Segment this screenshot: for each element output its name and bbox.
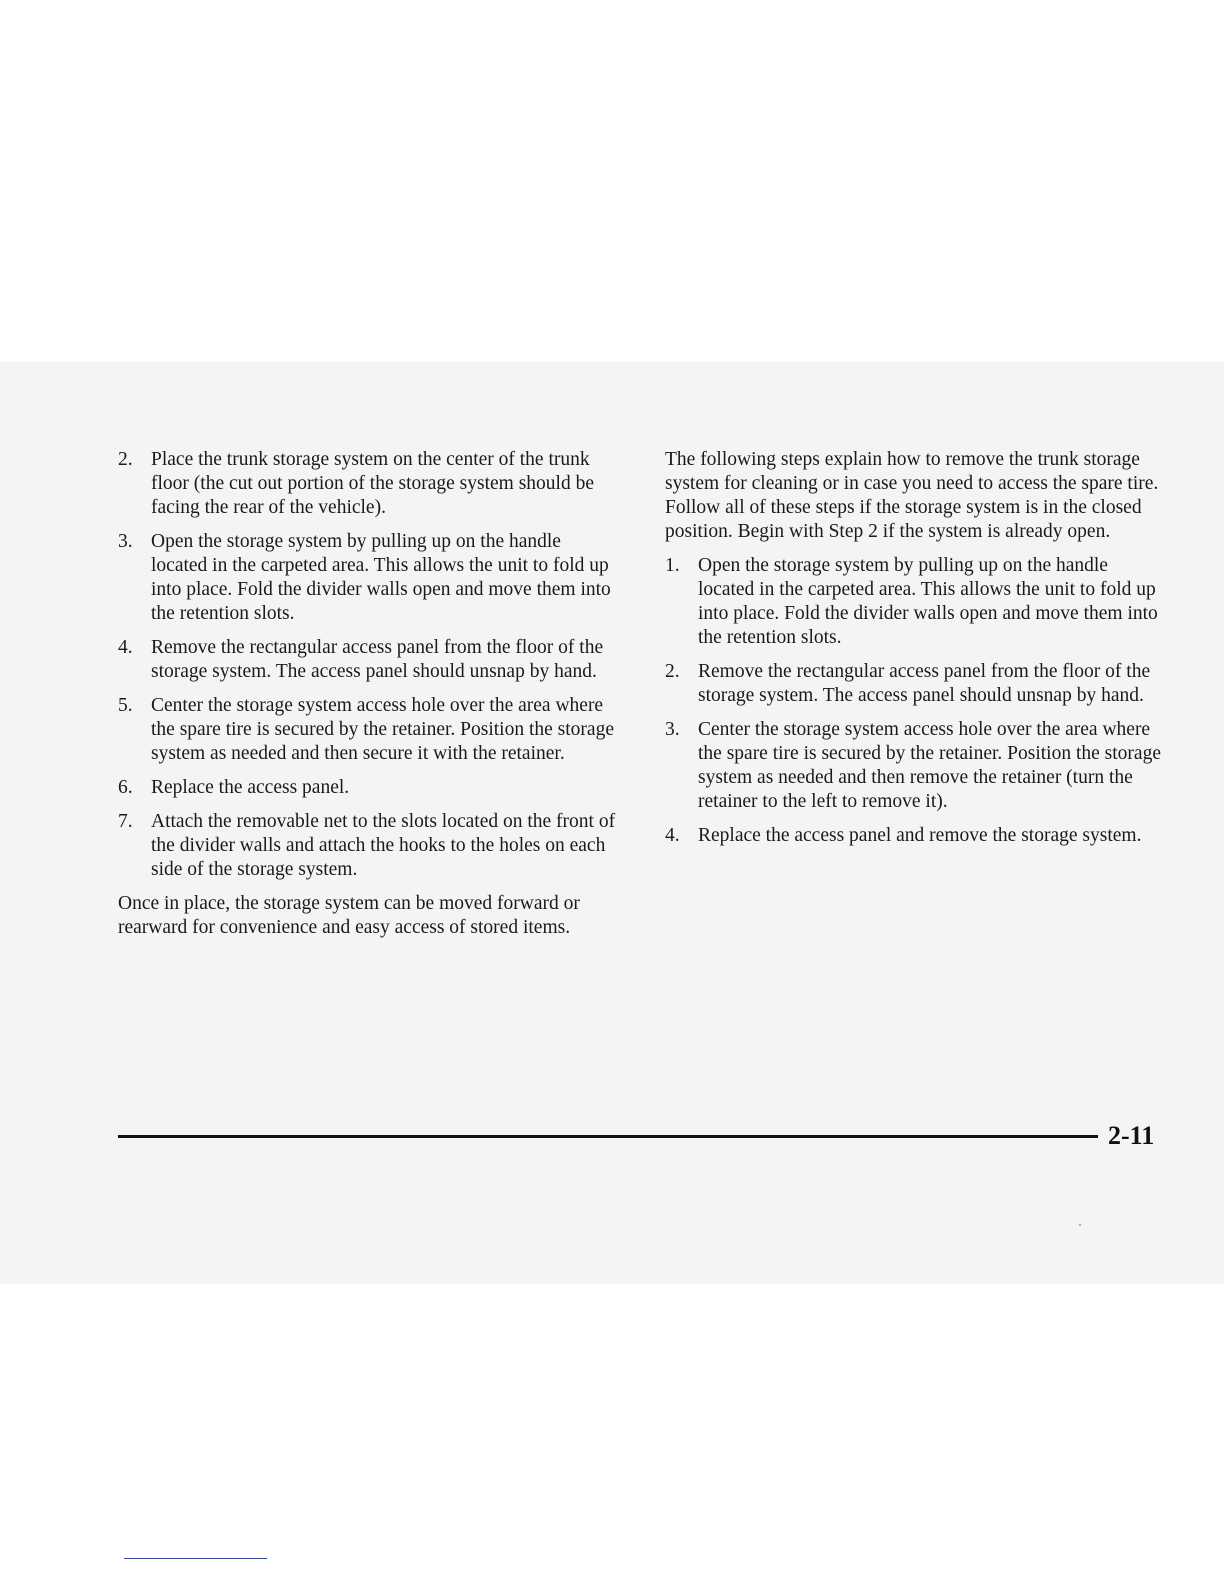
list-item (118, 810, 621, 882)
step-text: Open the storage system by pulling up on the handle located in the carpeted area. This allows the unit to fold up into place. Fold the divider walls open and move them into the retention slots. (698, 555, 1158, 648)
list-item (118, 636, 621, 684)
list-item (665, 660, 1168, 708)
intro-paragraph: The following steps explain how to remove the trunk storage system for cleaning or in case you need to access the spare tire. Follow all of these steps if the storage system is in the closed position. Begin with Step 2 if the system is already open. (665, 449, 1159, 542)
list-item (665, 824, 1168, 848)
left-column (118, 448, 628, 950)
step-number: 3. (665, 719, 680, 740)
left-step-list (118, 448, 628, 882)
scan-speck (1079, 1224, 1081, 1226)
closing-paragraph: Once in place, the storage system can be moved forward or rearward for convenience and easy access of stored items. (118, 893, 580, 938)
bottom-divider (124, 1558, 267, 1559)
list-item (665, 554, 1168, 650)
step-number: 7. (118, 811, 133, 832)
list-item (118, 448, 621, 520)
page-number: 2-11 (1108, 1121, 1155, 1150)
step-text: Attach the removable net to the slots located on the front of the divider walls and attach the hooks to the holes on each side of the storage system. (151, 811, 616, 880)
step-text: Remove the rectangular access panel from the floor of the storage system. The access panel should unsnap by hand. (151, 637, 604, 682)
step-text: Place the trunk storage system on the center of the trunk floor (the cut out portion of the storage system should be facing the rear of the vehicle). (151, 449, 594, 518)
footer-rule (118, 1135, 1098, 1138)
step-text: Replace the access panel. (151, 777, 350, 798)
list-item (118, 694, 621, 766)
step-text: Open the storage system by pulling up on the handle located in the carpeted area. This allows the unit to fold up into place. Fold the divider walls open and move them into the retention slots. (151, 531, 611, 624)
step-number: 4. (118, 637, 133, 658)
list-item (118, 530, 621, 626)
step-number: 3. (118, 531, 133, 552)
right-column (665, 448, 1175, 858)
step-text: Replace the access panel and remove the storage system. (698, 825, 1142, 846)
right-step-list (665, 554, 1175, 848)
step-text: Center the storage system access hole over the area where the spare tire is secured by the retainer. Position the storage system as needed and then secure it with the retainer. (151, 695, 614, 764)
step-number: 6. (118, 777, 133, 798)
step-number: 2. (665, 661, 680, 682)
step-number: 2. (118, 449, 133, 470)
step-text: Center the storage system access hole over the area where the spare tire is secured by the retainer. Position the storage system as needed and then remove the retainer (turn the retainer to the left to remove it). (698, 719, 1161, 812)
step-number: 5. (118, 695, 133, 716)
step-text: Remove the rectangular access panel from the floor of the storage system. The access panel should unsnap by hand. (698, 661, 1151, 706)
step-number: 1. (665, 555, 680, 576)
list-item (665, 718, 1168, 814)
step-number: 4. (665, 825, 680, 846)
list-item (118, 776, 621, 800)
